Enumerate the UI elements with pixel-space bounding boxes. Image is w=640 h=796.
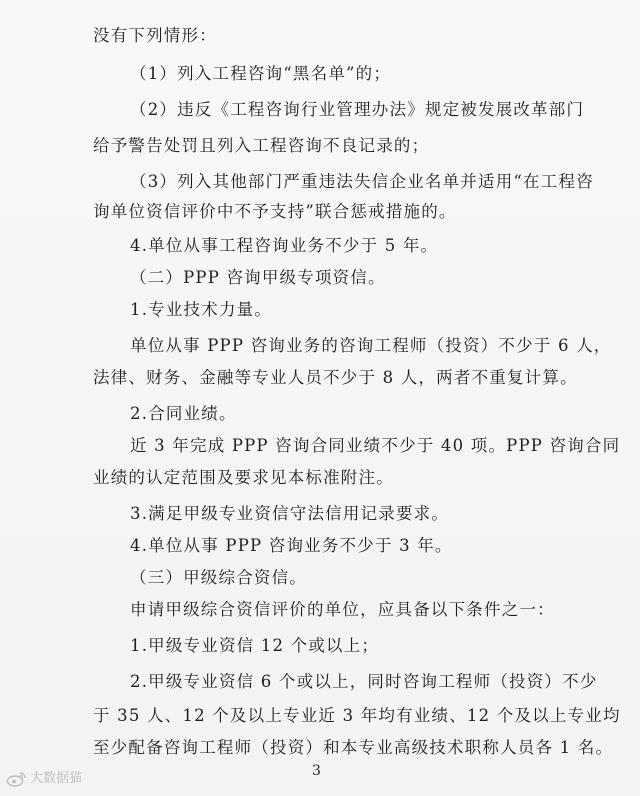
text-line: 法律、财务、金融等专业人员不少于 8 人，两者不重复计算。	[93, 368, 578, 387]
watermark	[6, 770, 82, 788]
text-line: 4.单位从事工程咨询业务不少于 5 年。	[130, 236, 439, 255]
text-line: 申请甲级综合资信评价的单位，应具备以下条件之一：	[130, 600, 555, 619]
text-line: 1.甲级专业资信 12 个或以上；	[130, 636, 380, 655]
section-heading: （三）甲级综合资信。	[130, 568, 307, 587]
text-line: 至少配备咨询工程师（投资）和本专业高级技术职称人员各 1 名。	[93, 738, 614, 757]
text-line: （2）违反《工程咨询行业管理办法》规定被发展改革部门	[130, 100, 585, 119]
text-line: 2.合同业绩。	[130, 404, 237, 423]
text-line: 单位从事 PPP 咨询业务的咨询工程师（投资）不少于 6 人，	[130, 336, 612, 355]
text-line: 近 3 年完成 PPP 咨询合同业绩不少于 40 项。PPP 咨询合同	[130, 436, 621, 455]
text-line: 业绩的认定范围及要求见本标准附注。	[93, 468, 394, 487]
page-number: 3	[312, 763, 321, 779]
text-line: 给予警告处罚且列入工程咨询不良记录的；	[93, 136, 430, 155]
text-line: 4.单位从事 PPP 咨询业务不少于 3 年。	[130, 536, 453, 555]
text-line: 2.甲级专业资信 6 个或以上，同时咨询工程师（投资）不少	[130, 672, 598, 691]
text-line: 3.满足甲级专业资信守法信用记录要求。	[130, 504, 450, 523]
text-line: （3）列入其他部门严重违法失信企业名单并适用“在工程咨	[130, 172, 594, 191]
watermark-text: 大数据猫	[30, 771, 83, 786]
text-line: （1）列入工程咨询“黑名单”的；	[130, 64, 392, 83]
text-line: 询单位资信评价中不予支持”联合惩戒措施的。	[93, 202, 457, 221]
text-line: 于 35 人、12 个及以上专业近 3 年均有业绩、12 个及以上专业均	[93, 706, 621, 725]
weibo-logo-icon	[6, 771, 26, 787]
text-line: 1.专业技术力量。	[130, 300, 273, 319]
section-heading: （二）PPP 咨询甲级专项资信。	[130, 268, 386, 287]
text-line: 没有下列情形：	[93, 26, 217, 45]
